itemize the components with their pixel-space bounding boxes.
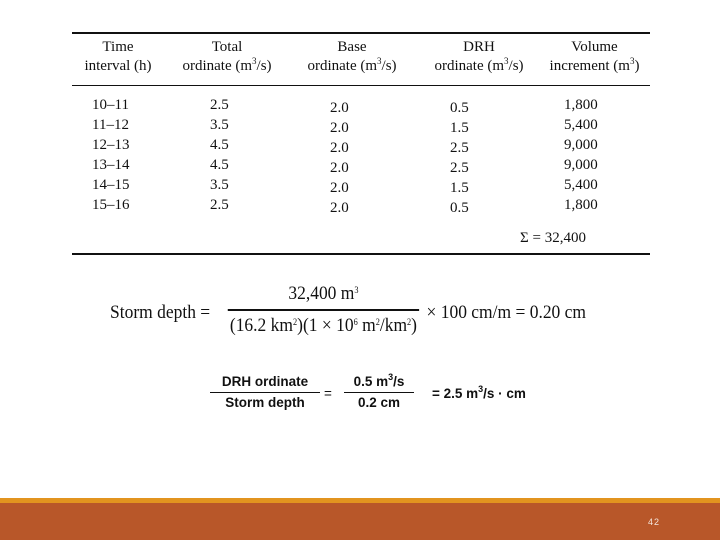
table-top-rule <box>72 32 650 34</box>
table-cell: 2.5 <box>450 140 469 156</box>
storm-depth-result: × 100 cm/m = 0.20 cm <box>426 302 587 323</box>
drh-fraction: DRH ordinate Storm depth <box>210 372 320 413</box>
table-cell: 14–15 <box>92 177 130 193</box>
table-bottom-rule <box>72 253 650 255</box>
header-total-ordinate: Total ordinate $(m^3/s)$ <box>182 39 272 74</box>
table-cell: 1.5 <box>450 180 469 196</box>
table-cell: 4.5 <box>210 157 229 173</box>
storm-depth-equation <box>110 280 607 350</box>
table-cell: 1.5 <box>450 120 469 136</box>
storm-depth-label: Storm depth = <box>110 302 211 323</box>
table-cell: 2.0 <box>330 120 349 136</box>
storm-depth-fraction <box>228 280 419 340</box>
footer-bar <box>0 503 720 540</box>
table-cell: 2.0 <box>330 140 349 156</box>
table-cell: 5,400 <box>564 177 598 193</box>
unit-hydrograph-equation <box>210 372 550 432</box>
header-drh-ordinate: DRH ordinate $(m^3/s)$ <box>434 39 524 74</box>
table-cell: 11–12 <box>92 117 129 133</box>
table-cell: 4.5 <box>210 137 229 153</box>
page-number: 42 <box>647 517 660 527</box>
table-cell: 2.0 <box>330 160 349 176</box>
table-cell: 0.5 <box>450 100 469 116</box>
column-total-ordinate <box>210 95 229 215</box>
table-cell: 2.0 <box>330 180 349 196</box>
header-time-interval: Time interval (h) <box>84 39 152 74</box>
table-cell: 2.0 <box>330 100 349 116</box>
table-cell: 10–11 <box>92 97 129 113</box>
hydrograph-table <box>72 32 650 256</box>
table-header-rule <box>72 85 650 86</box>
table-cell: 2.5 <box>450 160 469 176</box>
table-cell: 15–16 <box>92 197 130 213</box>
unit-hydrograph-result: = 2.5 $m^3/s$ · cm <box>432 384 526 401</box>
table-cell: 3.5 <box>210 117 229 133</box>
table-cell: 9,000 <box>564 157 598 173</box>
table-cell: 2.5 <box>210 197 229 213</box>
table-cell: 1,800 <box>564 197 598 213</box>
column-drh-ordinate <box>450 98 469 218</box>
header-volume-increment: Volume increment $(m^3)$ <box>549 39 640 74</box>
column-volume-increment <box>564 95 598 215</box>
fraction-numerator: 32,400 $m^3$ <box>288 283 359 304</box>
column-base-ordinate <box>330 98 349 218</box>
equals-sign: = <box>324 386 332 401</box>
table-cell: 13–14 <box>92 157 130 173</box>
table-cell: 12–13 <box>92 137 130 153</box>
column-time-interval <box>92 95 130 215</box>
table-cell: 3.5 <box>210 177 229 193</box>
table-cell: 2.5 <box>210 97 229 113</box>
table-cell: 2.0 <box>330 200 349 216</box>
table-cell: 9,000 <box>564 137 598 153</box>
table-cell: 0.5 <box>450 200 469 216</box>
value-fraction: 0.5 $m^3/s$ 0.2 cm <box>344 372 414 413</box>
header-base-ordinate: Base ordinate $(m^3/s)$ <box>307 39 397 74</box>
table-cell: 5,400 <box>564 117 598 133</box>
volume-sum: Σ = 32,400 <box>520 230 586 246</box>
fraction-bar <box>228 309 419 311</box>
fraction-denominator: (16.2 $km^2)(1 \times 10^6$ $m^2/km^2$) <box>229 314 418 336</box>
table-cell: 1,800 <box>564 97 598 113</box>
